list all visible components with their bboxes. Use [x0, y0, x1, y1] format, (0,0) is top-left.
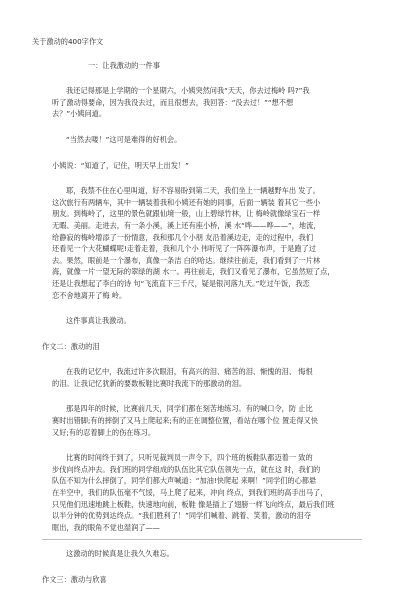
paragraph-line: 朋友。到梅岭了，这里的景色就跟仙境一般，山上碧绿竹林，让 梅岭就像绿宝石一样	[52, 209, 321, 219]
paragraph-line: 赛时出错脚;有的摔倒了又马上爬起来;有的正在调整位置，看站在哪个位 置走得又快	[52, 416, 318, 426]
paragraph-line: 眶出，我的眼角不觉也湿润了——	[52, 522, 160, 532]
section1-paragraph-4	[52, 185, 365, 301]
paragraph-line: 给静寂的梅岭增添了一份情意，我和那几个小朋 友沿着溪边走，走的过程中，我们	[52, 232, 314, 242]
paragraph-line: 我还记得那是上学期的一个星期六，小姨突然问我“天天，你去过梅岭 吗?”我	[66, 86, 310, 96]
section2-paragraph-4: 这激动的时候真是让我久久难忘。	[66, 549, 174, 559]
paragraph-line: 恋不舍地离开了梅 岭。	[52, 290, 127, 300]
paragraph-line: 耶，我禁不住在心里叫道，好不容易盼到第二天，我们坐上一辆越野车出 发了。	[66, 186, 320, 196]
section-divider	[42, 539, 362, 540]
paragraph-line: 海，就像一片一望无际的翠绿的湖 水一。再往前走，我们又看见了瀑布，它虽然短了点，	[52, 267, 335, 277]
section3-title: 作文三：激动与欣喜	[42, 575, 107, 584]
section1-heading: 一：让我激动的一件事	[88, 60, 160, 70]
paragraph-line: 无暇、美丽。走进去，有一条小溪，溪上还有座小桥，溪 水“哗——哗——”，地流，	[52, 220, 321, 230]
paragraph-line: 在半空中，我们的队伍毫不气馁，马上爬了起来，冲向 终点，到我们班的高手出马了，	[52, 488, 328, 498]
paragraph-line: 队伍不知为什么摔倒了，同学们都大声喊道：“加油!快爬起 来啊！”同学们的心都悬	[52, 476, 317, 486]
paragraph-line: 比赛的时间终于到了，只听见裁判员一声令下，四个班的板鞋队都迈着一 致的	[66, 453, 313, 463]
paragraph-line: 又好;有的忍着脚上的伤在练习。	[52, 427, 156, 437]
paragraph-line: 还看见一个大花蝴蝶呢!走着走着，我和几个小 伟听见了一阵阵瀑布声，于是跑了过	[52, 244, 316, 254]
paragraph-line: 步伐向终点冲去。我们班的同学组成的队伍比其它队伍领先一点，就在这 时，我们的	[52, 464, 321, 474]
paragraph-line: 的泪。让我记忆犹新的要数板鞋比赛时我流下的那激动的泪。	[52, 378, 247, 388]
section2-paragraph-1	[52, 366, 365, 389]
paragraph-line: 去？”小姨问道。	[52, 109, 107, 119]
document-title: 关于激动的400字作文	[32, 37, 104, 46]
paragraph-line: 听了激动得要命，因为我没去过，而且很想去，我回答：“没去过！”“想不想	[52, 97, 294, 107]
paragraph-line: 以半分钟的优势到达终点。“我们胜利了！”同学们喊着、跳着、笑着，激动的泪夺	[52, 511, 312, 521]
paragraph-line: 去。果然，眼前是一个瀑布，真像一条洁 白的哈达。继续往前走，我们看到了一片林	[52, 255, 321, 265]
paragraph-line: 这次旅行有两辆车，其中一辆装着我和小姨还有她的同事，后面一辆装 着其它一些小	[52, 197, 321, 207]
paragraph-line: 在我的记忆中，我流过许多次眼泪，有高兴的泪、痛苦的泪、惭愧的泪、 悔恨	[66, 367, 313, 377]
paragraph-line: 只见他们迅速地跳上板鞋，快速地向前，板鞋 像是插上了翅膀一样飞向终点，最后我们班	[52, 499, 335, 509]
section1-paragraph-3: 小姨说：“知道了，记住，明天早上出发！”	[52, 160, 189, 170]
section2-paragraph-3	[52, 452, 365, 533]
section2-title: 作文二：激动的泪	[42, 341, 100, 351]
paragraph-line: 那是四年的时候，比赛前几天，同学们都在刻苦地练习。有的喊口令，防 止比	[66, 404, 313, 414]
paragraph-line: 还是让我想起了李白的诗 句“飞流直下三千尺，疑是银河落九天。”吃过午饭，我恋	[52, 278, 310, 288]
section1-paragraph-1	[52, 85, 365, 120]
section1-paragraph-5: 这件事真让我激动。	[66, 316, 131, 326]
section2-paragraph-2	[52, 403, 365, 438]
section1-paragraph-2: “当然去喽！”这可是难得的好机会。	[66, 134, 182, 144]
